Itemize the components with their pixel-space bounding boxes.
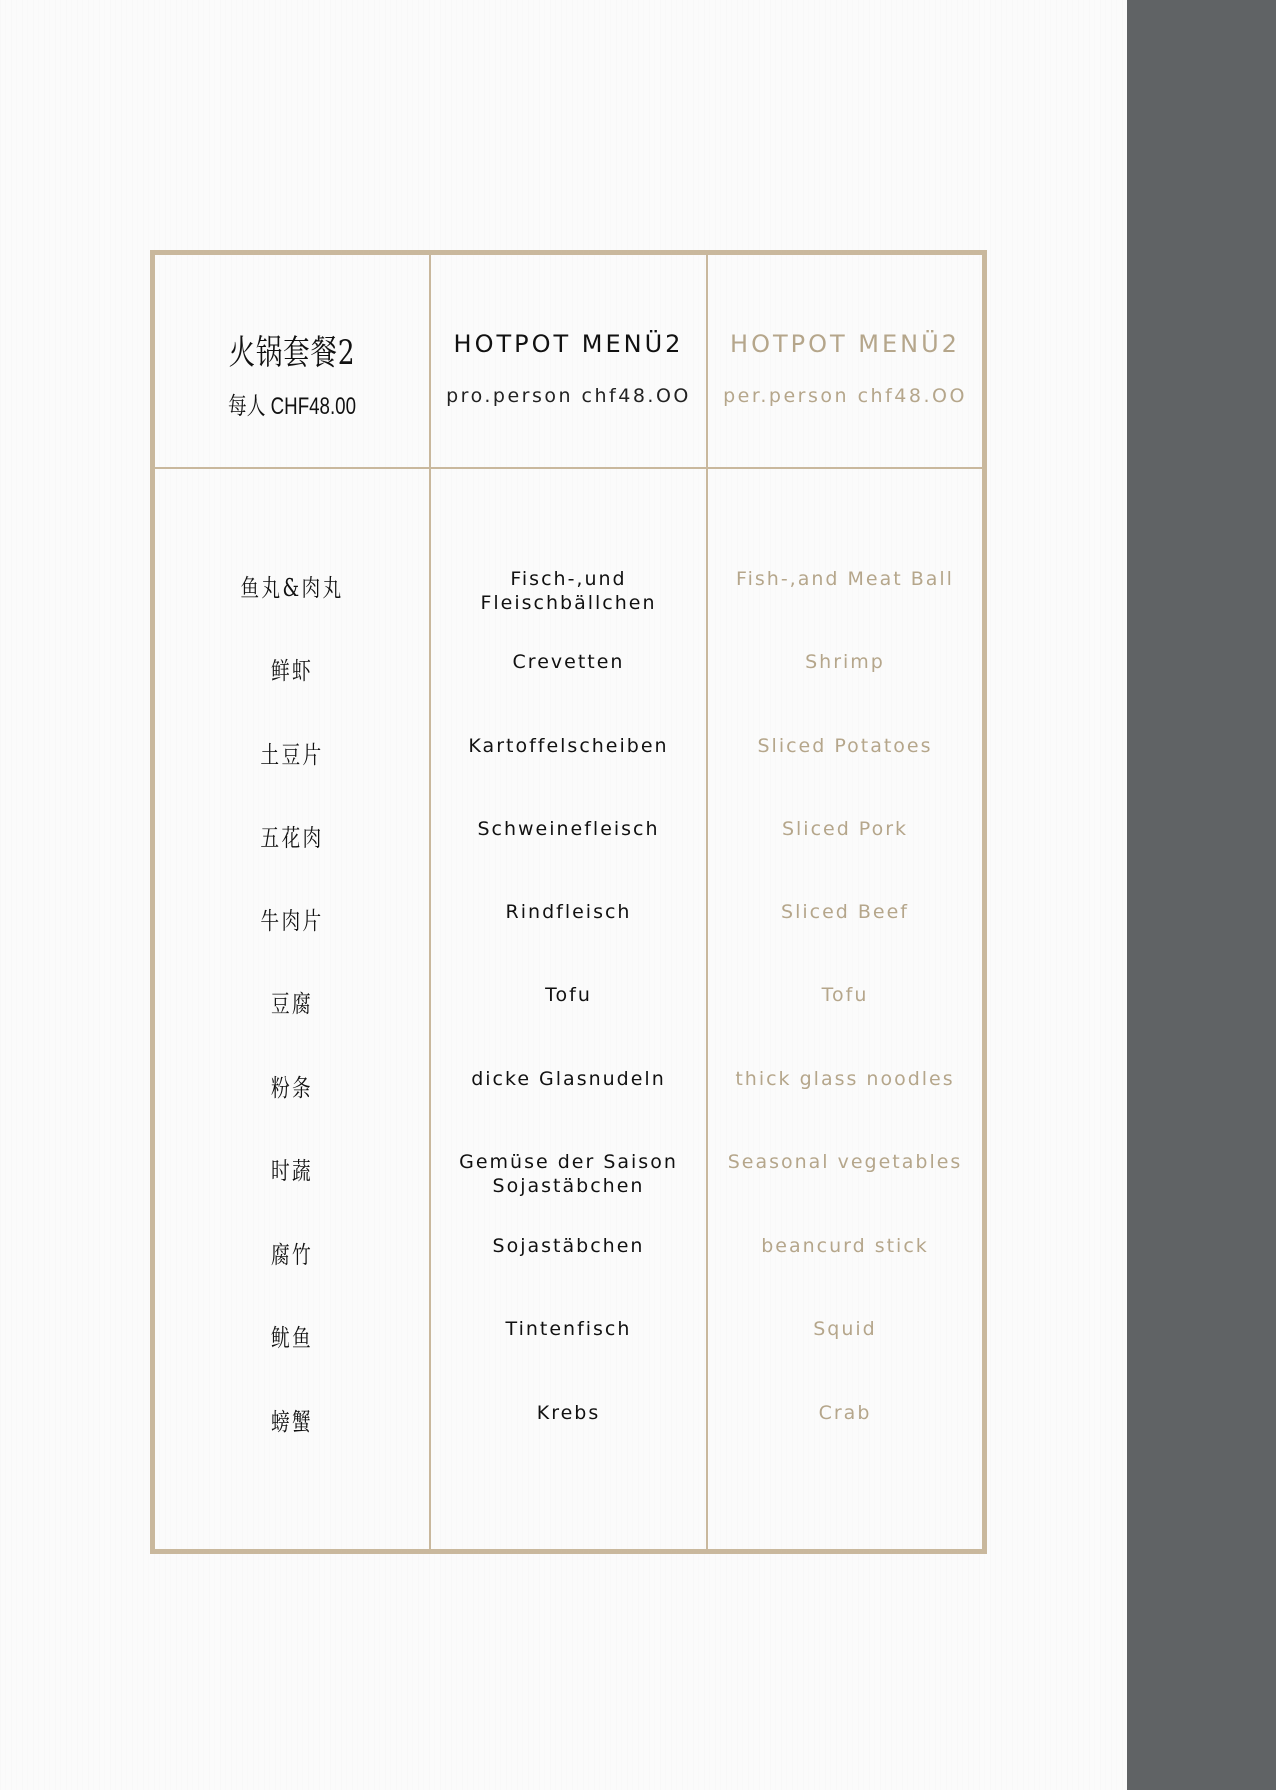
item-de: Crevetten — [512, 651, 625, 673]
item-en: Fish-,and Meat Ball — [736, 568, 954, 590]
item-en: Shrimp — [805, 651, 885, 673]
item-zh: 螃蟹 — [270, 1408, 314, 1436]
item-zh: 豆腐 — [270, 990, 314, 1018]
english-price: per.person chf48.OO — [723, 385, 967, 407]
item-en: Sliced Pork — [781, 818, 909, 840]
item-zh: 鱿鱼 — [270, 1324, 314, 1352]
item-de — [431, 1150, 706, 1198]
item-zh: 牛肉片 — [260, 907, 324, 935]
english-title: HOTPOT MENÜ2 — [730, 330, 960, 358]
german-title: HOTPOT MENÜ2 — [453, 330, 684, 358]
item-zh: 鱼丸&肉丸 — [240, 574, 344, 602]
item-en: Tofu — [821, 984, 869, 1006]
chinese-title: 火锅套餐2 — [228, 333, 356, 373]
item-zh: 腐竹 — [270, 1241, 314, 1269]
item-en: Squid — [813, 1318, 877, 1340]
item-de-line: Gemüse der Saison — [459, 1151, 678, 1173]
item-de: Kartoffelscheiben — [468, 735, 669, 757]
item-zh: 五花肉 — [260, 824, 324, 852]
item-de: Rindfleisch — [505, 901, 632, 923]
item-en: Crab — [818, 1402, 872, 1424]
menu-table — [150, 250, 987, 1554]
item-de: Schweinefleisch — [477, 818, 660, 840]
item-zh: 时蔬 — [270, 1157, 314, 1185]
item-de: Fisch-,und Fleischbällchen — [480, 568, 657, 614]
item-de: Sojastäbchen — [492, 1235, 645, 1257]
side-bar — [1127, 0, 1276, 1790]
item-de: dicke Glasnudeln — [471, 1068, 666, 1090]
german-price: pro.person chf48.OO — [446, 385, 691, 407]
item-zh: 鲜虾 — [270, 657, 314, 685]
item-de: Tintenfisch — [505, 1318, 632, 1340]
item-en: Sliced Potatoes — [757, 735, 933, 757]
chinese-price: 每人 CHF48.00 — [228, 393, 356, 420]
item-en: Sliced Beef — [781, 901, 909, 923]
item-de-line: Sojastäbchen — [492, 1175, 645, 1197]
item-zh: 粉条 — [270, 1074, 314, 1102]
item-de: Tofu — [545, 984, 592, 1006]
item-de: Krebs — [536, 1402, 601, 1424]
header-divider — [155, 467, 982, 469]
item-en: beancurd stick — [761, 1235, 929, 1257]
item-zh: 土豆片 — [260, 741, 324, 769]
item-en: thick glass noodles — [735, 1068, 955, 1090]
item-en: Seasonal vegetables — [727, 1151, 963, 1173]
